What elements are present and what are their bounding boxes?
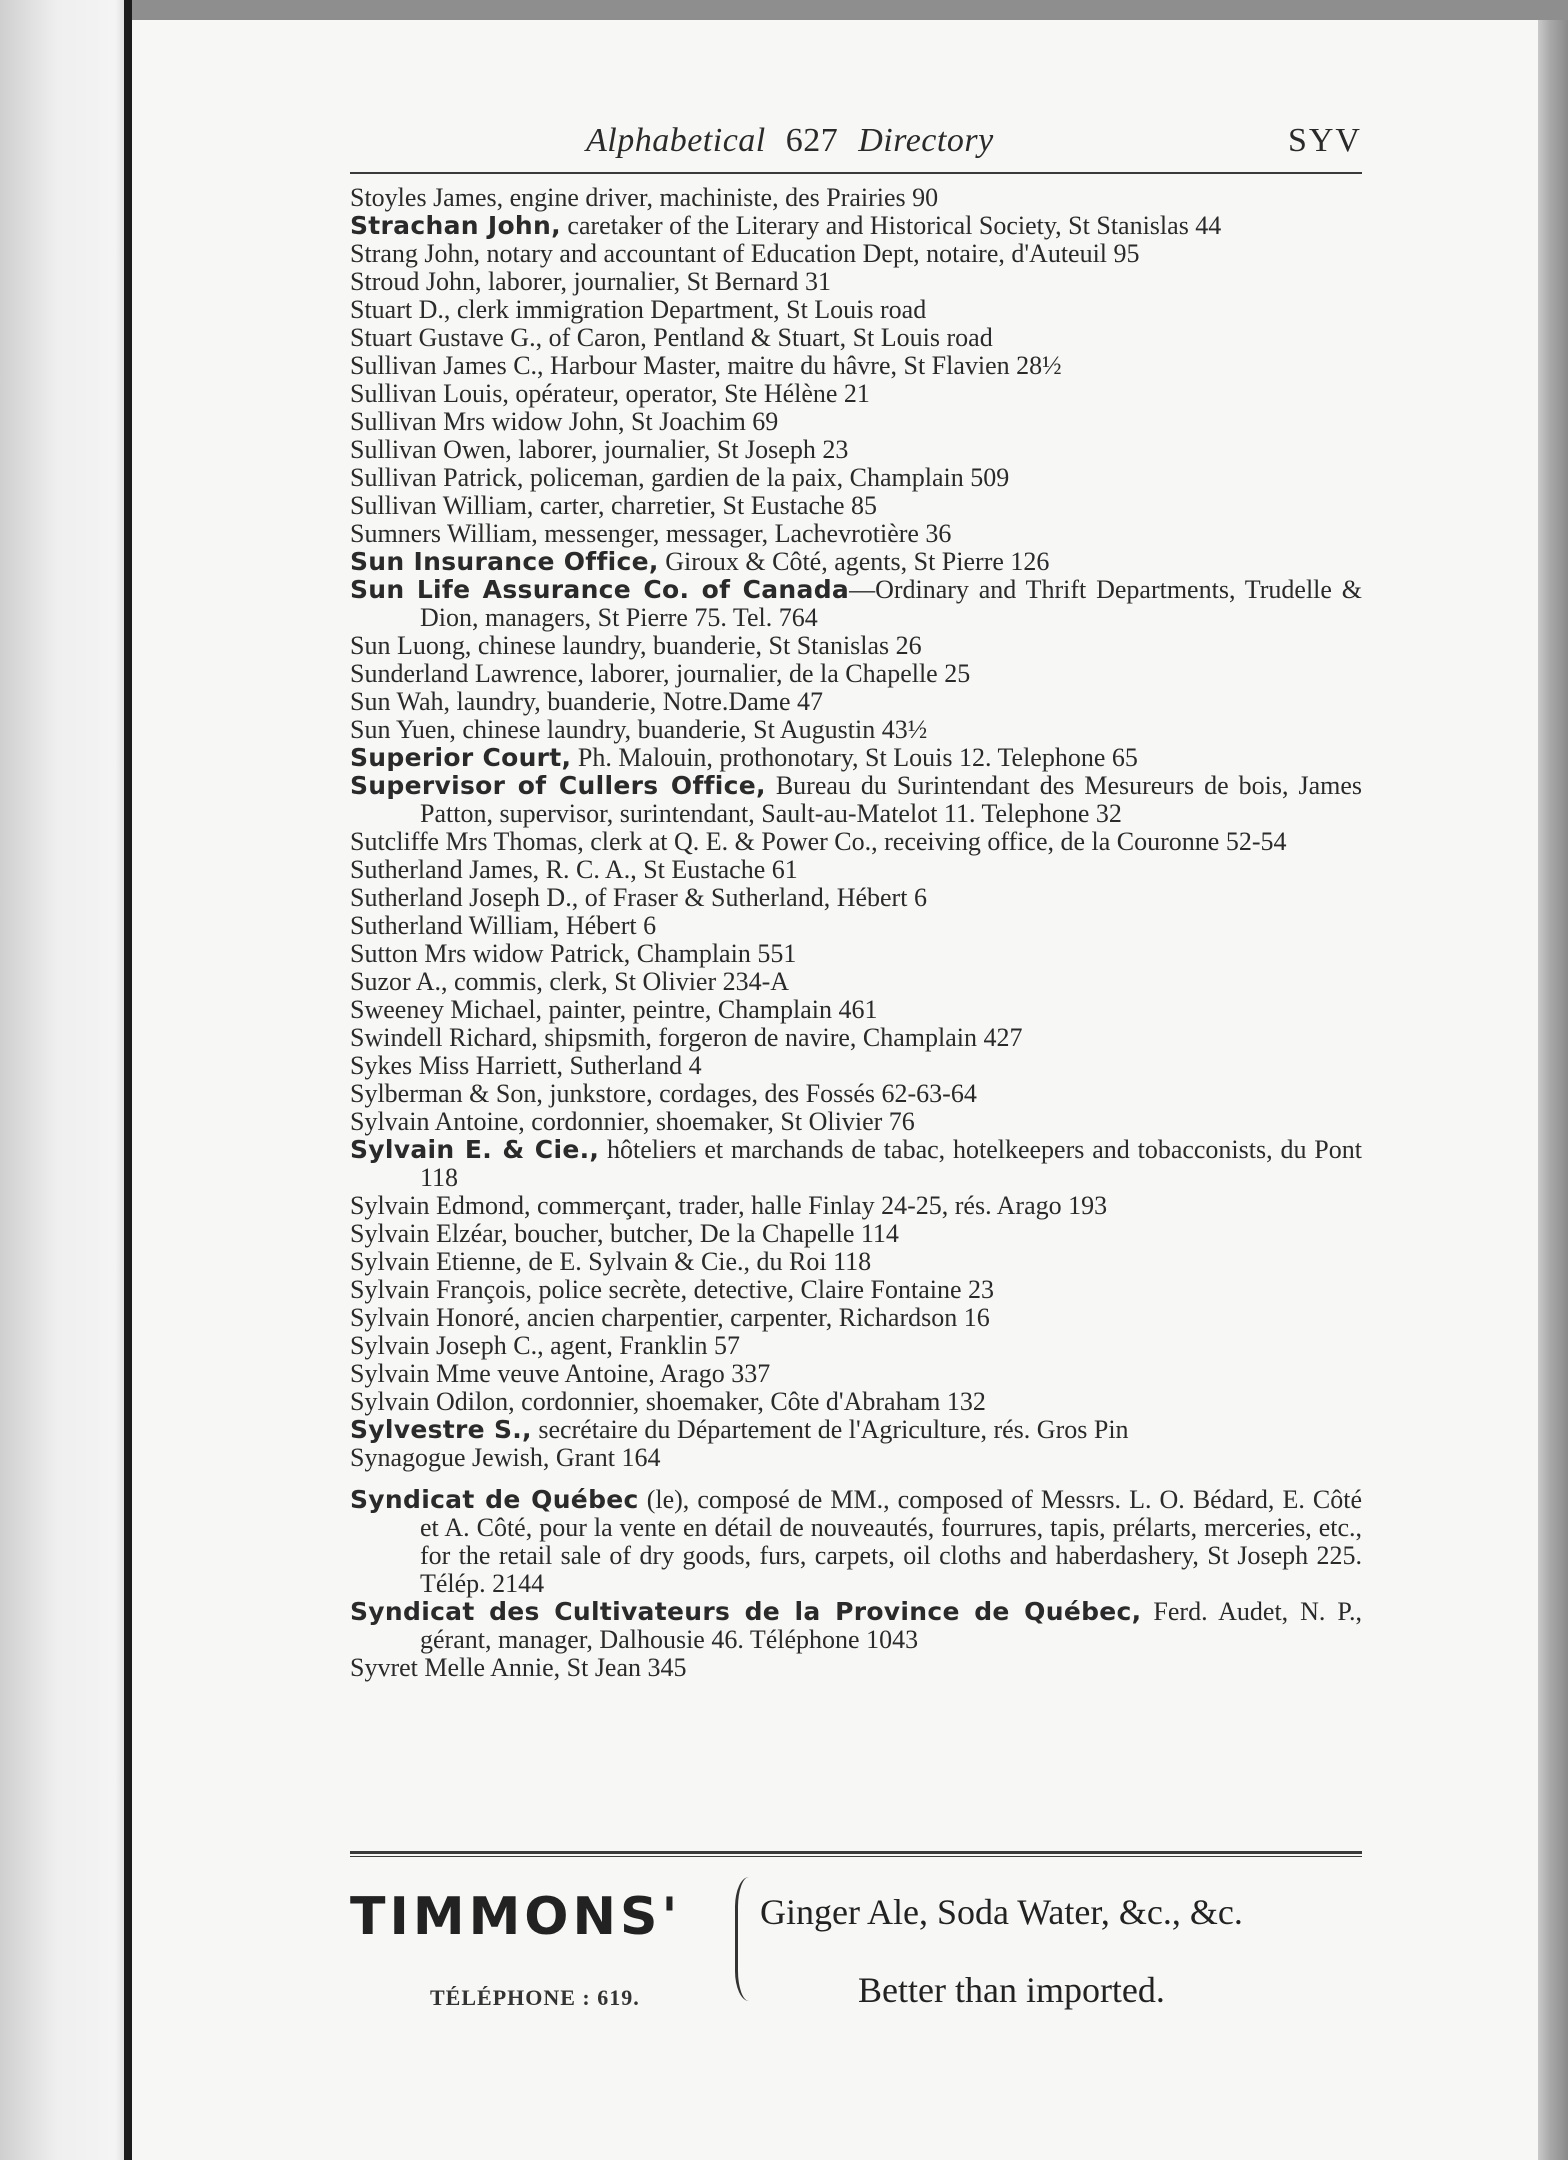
entry-text: Sylvain Elzéar, boucher, butcher, De la Chapelle 114: [350, 1219, 899, 1248]
directory-entry: [350, 716, 1362, 744]
entry-text: Sullivan James C., Harbour Master, maitre du hâvre, St Flavien 28½: [350, 351, 1062, 380]
entry-text: Sutton Mrs widow Patrick, Champlain 551: [350, 939, 797, 968]
entry-text: secrétaire du Département de l'Agriculture, rés. Gros Pin: [531, 1415, 1129, 1444]
directory-entry: [350, 212, 1362, 240]
directory-entry: [350, 380, 1362, 408]
entry-text: Swindell Richard, shipsmith, forgeron de navire, Champlain 427: [350, 1023, 1023, 1052]
entry-text: Sylvain Mme veuve Antoine, Arago 337: [350, 1359, 771, 1388]
brace-icon: [735, 1877, 752, 2001]
advert-box: [350, 1856, 1362, 2027]
entry-text: Sylvain Honoré, ancien charpentier, carpenter, Richardson 16: [350, 1303, 990, 1332]
entry-name: Syndicat de Québec: [350, 1485, 639, 1514]
directory-entry: [350, 1360, 1362, 1388]
directory-entry: [350, 492, 1362, 520]
entry-text: —Ordinary and Thrift Departments, Trudelle & Dion, managers, St Pierre 75. Tel. 764: [420, 575, 1362, 632]
directory-entry: [350, 1108, 1362, 1136]
running-head-right: Directory: [858, 122, 994, 159]
entry-name: Strachan John,: [350, 211, 561, 240]
facing-page-edge: [0, 0, 128, 2160]
entry-name: Sylvestre S.,: [350, 1415, 532, 1444]
entry-name: Sun Life Assurance Co. of Canada: [350, 575, 850, 604]
entry-name: Supervisor of Cullers Office,: [350, 771, 766, 800]
entry-name: Superior Court,: [350, 743, 572, 772]
entry-text: Stuart Gustave G., of Caron, Pentland & Stuart, St Louis road: [350, 323, 993, 352]
directory-entry: [350, 940, 1362, 968]
directory-entry: [350, 1388, 1362, 1416]
page-content: [350, 122, 1362, 1682]
directory-entry: [350, 352, 1362, 380]
directory-entry: [350, 772, 1362, 828]
running-head: [586, 122, 994, 160]
entry-text: Sun Yuen, chinese laundry, buanderie, St Augustin 43½: [350, 715, 928, 744]
entry-text: hôteliers et marchands de tabac, hotelkeepers and tobacconists, du Pont 118: [420, 1135, 1362, 1192]
entry-text: Sylvain Joseph C., agent, Franklin 57: [350, 1331, 740, 1360]
directory-entry: [350, 1080, 1362, 1108]
directory-entry: [350, 1332, 1362, 1360]
directory-entry: [350, 688, 1362, 716]
directory-entry: [350, 968, 1362, 996]
entry-text: Sylvain Edmond, commerçant, trader, halle Finlay 24-25, rés. Arago 193: [350, 1191, 1108, 1220]
directory-entry: [350, 912, 1362, 940]
entry-text: Sullivan Mrs widow John, St Joachim 69: [350, 407, 779, 436]
directory-entry: [350, 1444, 1362, 1472]
directory-entry: [350, 1486, 1362, 1598]
directory-entry: [350, 240, 1362, 268]
directory-entry: [350, 296, 1362, 324]
directory-entry: [350, 268, 1362, 296]
entry-text: Bureau du Surintendant des Mesureurs de bois, James Patton, supervisor, surintendant, Sault-au-Matelot 11. Telephone 32: [420, 771, 1362, 828]
directory-entry: [350, 436, 1362, 464]
entry-text: Giroux & Côté, agents, St Pierre 126: [658, 547, 1050, 576]
entry-name: Sun Insurance Office,: [350, 547, 659, 576]
entry-text: Sylvain Etienne, de E. Sylvain & Cie., du Roi 118: [350, 1247, 872, 1276]
entry-text: Syvret Melle Annie, St Jean 345: [350, 1653, 687, 1682]
entry-text: Sun Wah, laundry, buanderie, Notre.Dame 47: [350, 687, 824, 716]
entry-text: Synagogue Jewish, Grant 164: [350, 1443, 661, 1472]
entry-text: (le), composé de MM., composed of Messrs. L. O. Bédard, E. Côté et A. Côté, pour la vente en détail de nouveautés, fourrures, tapis, prélarts, merceries, etc., for the retail sale of dry goods, furs, carpets, oil cloths and haberdashery, St Joseph 225. Télép. 2144: [420, 1485, 1362, 1598]
advert-brand: TIMMONS': [350, 1887, 682, 1947]
entry-text: Ph. Malouin, prothonotary, St Louis 12. Telephone 65: [571, 743, 1138, 772]
entry-text: Ferd. Audet, N. P., gérant, manager, Dalhousie 46. Téléphone 1043: [420, 1597, 1362, 1654]
entry-text: Sutherland James, R. C. A., St Eustache 61: [350, 855, 798, 884]
entry-text: Sweeney Michael, painter, peintre, Champlain 461: [350, 995, 878, 1024]
entry-text: Stroud John, laborer, journalier, St Bernard 31: [350, 267, 831, 296]
directory-entry: [350, 1192, 1362, 1220]
directory-entry: [350, 1276, 1362, 1304]
entry-text: Stoyles James, engine driver, machiniste, des Prairies 90: [350, 183, 939, 212]
directory-entry: [350, 632, 1362, 660]
entry-text: Sylvain Odilon, cordonnier, shoemaker, Côte d'Abraham 132: [350, 1387, 986, 1416]
directory-entry: [350, 408, 1362, 436]
directory-entry: [350, 1654, 1362, 1682]
directory-entry: [350, 660, 1362, 688]
advert-products: Ginger Ale, Soda Water, &c., &c.: [760, 1892, 1243, 1932]
directory-entry: [350, 1416, 1362, 1444]
entry-text: Sullivan Patrick, policeman, gardien de la paix, Champlain 509: [350, 463, 1010, 492]
entry-text: Sylvain Antoine, cordonnier, shoemaker, St Olivier 76: [350, 1107, 915, 1136]
directory-entry: [350, 548, 1362, 576]
entry-text: Sullivan William, carter, charretier, St Eustache 85: [350, 491, 878, 520]
entry-text: Sylberman & Son, junkstore, cordages, des Fossés 62-63-64: [350, 1079, 977, 1108]
entry-text: Sumners William, messenger, messager, Lachevrotière 36: [350, 519, 952, 548]
section-code: SYV: [1287, 122, 1362, 159]
entry-text: Sullivan Owen, laborer, journalier, St Joseph 23: [350, 435, 849, 464]
entry-text: Stuart D., clerk immigration Department, St Louis road: [350, 295, 927, 324]
directory-entry: [350, 1052, 1362, 1080]
directory-entry: [350, 856, 1362, 884]
entry-text: Sutherland William, Hébert 6: [350, 911, 657, 940]
timmons-advertisement: [350, 1851, 1362, 2036]
book-spine: [124, 0, 132, 2160]
directory-entry: [350, 184, 1362, 212]
entry-name: Syndicat des Cultivateurs de la Province de Québec,: [350, 1597, 1142, 1626]
entry-text: Sun Luong, chinese laundry, buanderie, St Stanislas 26: [350, 631, 922, 660]
running-head-left: Alphabetical: [586, 122, 766, 159]
entry-text: Sykes Miss Harriett, Sutherland 4: [350, 1051, 702, 1080]
directory-entry: [350, 324, 1362, 352]
directory-entry: [350, 1220, 1362, 1248]
entry-text: Sylvain François, police secrète, detective, Claire Fontaine 23: [350, 1275, 995, 1304]
advert-telephone: TÉLÉPHONE : 619.: [430, 1985, 640, 2010]
directory-entry: [350, 744, 1362, 772]
entry-text: caretaker of the Literary and Historical Society, St Stanislas 44: [560, 211, 1222, 240]
directory-entry: [350, 1248, 1362, 1276]
page-stack-edge: [1538, 20, 1568, 2160]
directory-entry: [350, 576, 1362, 632]
entry-text: Sutherland Joseph D., of Fraser & Sutherland, Hébert 6: [350, 883, 927, 912]
page-number: 627: [785, 122, 839, 159]
entry-text: Sullivan Louis, opérateur, operator, Ste Hélène 21: [350, 379, 870, 408]
entry-text: Strang John, notary and accountant of Education Dept, notaire, d'Auteuil 95: [350, 239, 1140, 268]
entry-name: Sylvain E. & Cie.,: [350, 1135, 600, 1164]
directory-entry: [350, 520, 1362, 548]
directory-entry: [350, 1024, 1362, 1052]
page-header: [350, 122, 1362, 174]
directory-entry: [350, 1304, 1362, 1332]
entry-text: Sutcliffe Mrs Thomas, clerk at Q. E. & Power Co., receiving office, de la Couronne 52-54: [350, 827, 1287, 856]
directory-entry: [350, 828, 1362, 856]
advert-slogan: Better than imported.: [858, 1970, 1165, 2010]
directory-entry: [350, 884, 1362, 912]
directory-entry: [350, 1136, 1362, 1192]
directory-entry: [350, 1598, 1362, 1654]
directory-entry: [350, 464, 1362, 492]
entry-text: Suzor A., commis, clerk, St Olivier 234-A: [350, 967, 790, 996]
directory-entry: [350, 996, 1362, 1024]
directory-entries: [350, 184, 1362, 1682]
entry-text: Sunderland Lawrence, laborer, journalier, de la Chapelle 25: [350, 659, 971, 688]
